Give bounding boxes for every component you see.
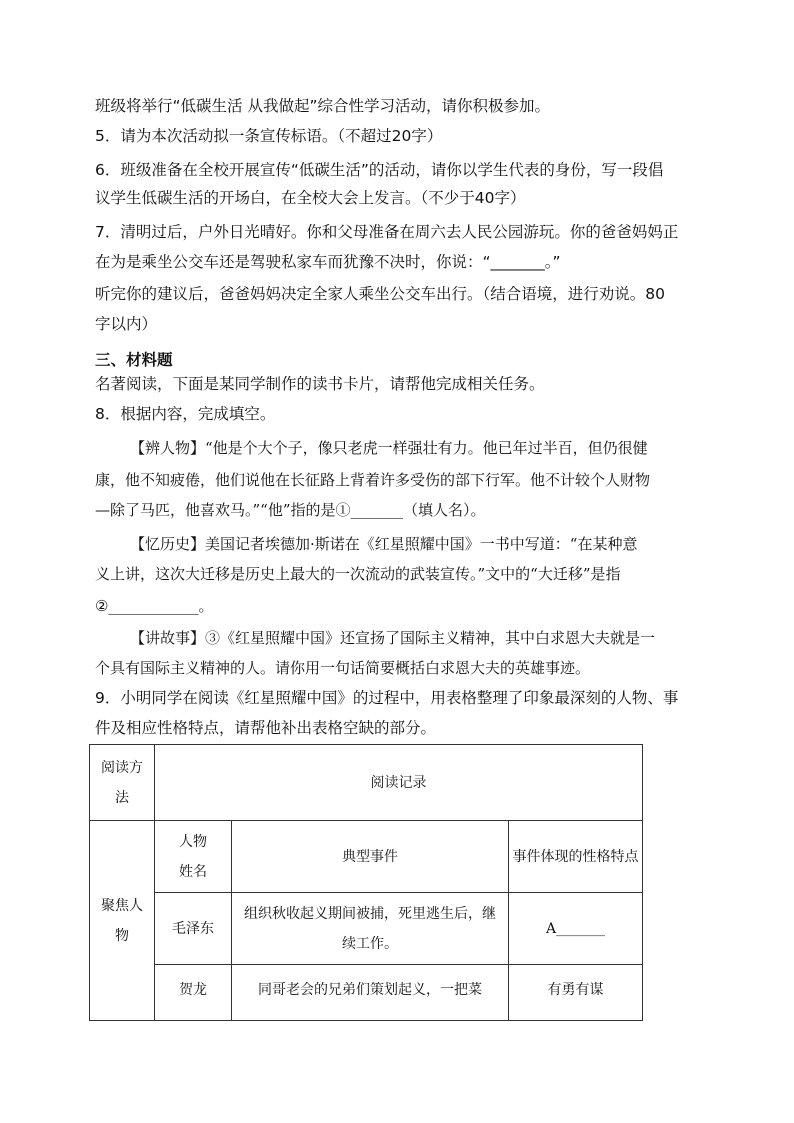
question-5: 5．请为本次活动拟一条宣传标语。（不超过20字） (95, 127, 443, 145)
method-header: 阅读方法 (101, 759, 143, 806)
event-header-cell (232, 821, 509, 893)
section-heading: 三、材料题 (95, 351, 173, 369)
event-cell (232, 893, 509, 965)
question-7-line-3: 听完你的建议后，爸爸妈妈决定全家人乘坐公交车出行。（结合语境，进行劝说。80 (95, 285, 665, 303)
trait-header: 事件体现的性格特点 (512, 848, 639, 865)
card-history-line-3: ②____________。 (95, 597, 214, 615)
method-value-cell (90, 821, 155, 1021)
question-6-line-2: 议学生低碳生活的开场白，在全校大会上发言。（不少于40字） (95, 189, 526, 207)
method-value: 聚焦人物 (101, 897, 143, 944)
name-cell (155, 893, 232, 965)
name-header: 人物姓名 (179, 833, 207, 880)
card-story-line-2: 个具有国际主义精神的人。请你用一句话简要概括白求恩大夫的英雄事迹。 (95, 659, 591, 677)
event-value: 组织秋收起义期间被捕，死里逃生后，继续工作。 (244, 905, 496, 952)
name-cell (155, 965, 232, 1021)
trait-header-cell (509, 821, 643, 893)
name-header-cell (155, 821, 232, 893)
intro-line: 班级将举行“低碳生活 从我做起”综合性学习活动，请你积极参加。 (95, 97, 550, 115)
event-value: 同哥老会的兄弟们策划起义，一把菜 (258, 982, 482, 998)
trait-value: 有勇有谋 (547, 982, 604, 998)
table-row (90, 893, 643, 965)
question-7-line-1: 7．清明过后，户外日光晴好。你和父母准备在周六去人民公园游玩。你的爸爸妈妈正 (95, 223, 679, 241)
event-cell (232, 965, 509, 1021)
trait-cell (509, 965, 643, 1021)
question-7-line-4: 字以内） (95, 315, 158, 333)
card-story-line-1: 【讲故事】③《红星照耀中国》还宣扬了国际主义精神，其中白求恩大夫就是一 (130, 629, 656, 647)
card-identify-line-1: 【辨人物】“他是个大个子，像只老虎一样强壮有力。他已年过半百，但仍很健 (130, 439, 648, 457)
question-7-line-2: 在为是乘坐公交车还是驾驶私家车而犹豫不决时，你说：“_______。” (95, 253, 561, 271)
table-row (90, 965, 643, 1021)
record-header-cell (155, 745, 643, 821)
record-header: 阅读记录 (370, 774, 427, 791)
question-6-line-1: 6．班级准备在全校开展宣传“低碳生活”的活动，请你以学生代表的身份，写一段倡 (95, 161, 664, 179)
trait-value: A_______ (545, 920, 606, 937)
question-8: 8．根据内容，完成填空。 (95, 405, 276, 423)
question-9-line-2: 件及相应性格特点，请帮他补出表格空缺的部分。 (95, 719, 437, 737)
card-identify-line-2: 康，他不知疲倦，他们说他在长征路上背着许多受伤的部下行军。他不计较个人财物 (95, 471, 651, 489)
material-intro: 名著阅读，下面是某同学制作的读书卡片，请帮他完成相关任务。 (95, 375, 545, 393)
event-header: 典型事件 (342, 848, 398, 865)
question-9-line-1: 9．小明同学在阅读《红星照耀中国》的过程中，用表格整理了印象最深刻的人物、事 (95, 689, 679, 707)
reading-record-table (89, 744, 643, 1021)
card-history-line-2: 义上讲，这次大迁移是历史上最大的一次流动的武装宣传。”文中的“大迁移”是指 (95, 565, 621, 583)
name-value: 贺龙 (179, 982, 207, 998)
method-header-cell (90, 745, 155, 821)
card-history-line-1: 【忆历史】美国记者埃德加·斯诺在《红星照耀中国》一书中写道：“在某种意 (130, 535, 638, 553)
card-identify-line-3: —除了马匹，他喜欢马。”“他”指的是①_______（填人名）。 (95, 501, 486, 519)
trait-cell (509, 893, 643, 965)
name-value: 毛泽东 (172, 920, 214, 937)
